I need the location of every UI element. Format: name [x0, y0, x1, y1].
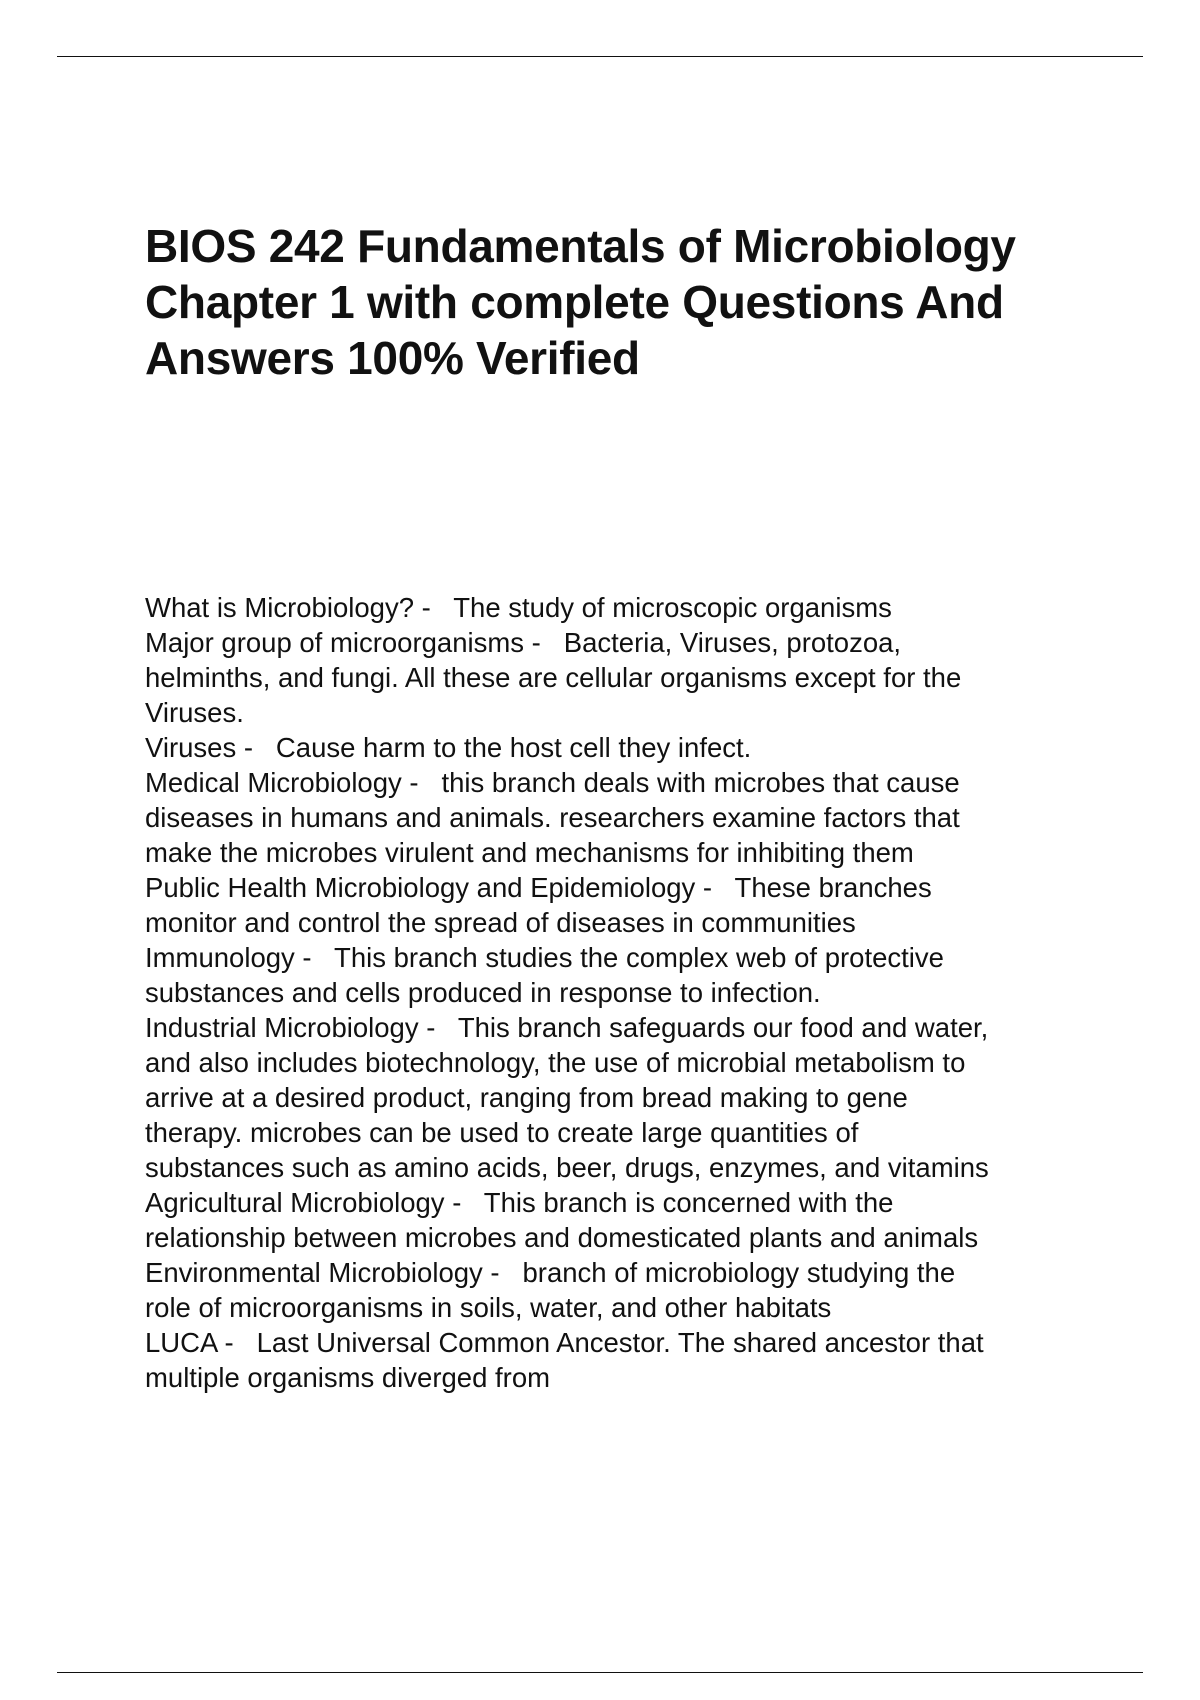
qa-line — [145, 1325, 1145, 1360]
qa-term: Viruses - — [145, 732, 253, 763]
qa-answer-continued: substances such as amino acids, beer, drugs, enzymes, and vitamins — [145, 1152, 989, 1183]
qa-line — [145, 1010, 1145, 1045]
qa-answer: this branch deals with microbes that cause — [441, 767, 960, 798]
qa-answer-continued: monitor and control the spread of diseases in communities — [145, 907, 856, 938]
qa-term: Medical Microbiology - — [145, 767, 419, 798]
qa-answer-continued: make the microbes virulent and mechanisms for inhibiting them — [145, 837, 914, 868]
qa-term: Environmental Microbiology - — [145, 1257, 500, 1288]
qa-answer-continued: helminths, and fungi. All these are cellular organisms except for the — [145, 662, 962, 693]
qa-answer: Cause harm to the host cell they infect. — [275, 732, 752, 763]
qa-answer: Last Universal Common Ancestor. The shared ancestor that — [256, 1327, 984, 1358]
qa-entry — [145, 625, 1145, 730]
qa-term: Agricultural Microbiology - — [145, 1187, 462, 1218]
qa-answer-continued: multiple organisms diverged from — [145, 1362, 551, 1393]
qa-answer: This branch safeguards our food and water, — [457, 1012, 989, 1043]
qa-answer: This branch is concerned with the — [483, 1187, 894, 1218]
qa-term: LUCA - — [145, 1327, 234, 1358]
title-line: Chapter 1 with complete Questions And — [145, 276, 1004, 328]
qa-answer-continued: diseases in humans and animals. researchers examine factors that — [145, 802, 960, 833]
qa-term: Industrial Microbiology - — [145, 1012, 436, 1043]
qa-answer-continued: arrive at a desired product, ranging from bread making to gene — [145, 1082, 908, 1113]
qa-line — [145, 590, 1145, 625]
qa-entry — [145, 940, 1145, 1010]
qa-answer-continued: role of microorganisms in soils, water, and other habitats — [145, 1292, 832, 1323]
qa-entry — [145, 1325, 1145, 1395]
qa-line — [145, 1185, 1145, 1220]
qa-entry — [145, 870, 1145, 940]
qa-answer-continued: therapy. microbes can be used to create large quantities of — [145, 1117, 859, 1148]
bottom-rule — [57, 1672, 1143, 1673]
qa-list — [145, 590, 1145, 1395]
qa-answer-continued: substances and cells produced in response to infection. — [145, 977, 821, 1008]
qa-line — [145, 870, 1145, 905]
qa-term: Immunology - — [145, 942, 312, 973]
qa-answer-continued: Viruses. — [145, 697, 244, 728]
qa-line — [145, 765, 1145, 800]
qa-line — [145, 625, 1145, 660]
qa-entry — [145, 590, 1145, 625]
qa-entry — [145, 730, 1145, 765]
title-line: Answers 100% Verified — [145, 332, 640, 384]
top-rule — [57, 56, 1143, 57]
title-line: BIOS 242 Fundamentals of Microbiology — [145, 220, 1016, 272]
qa-answer: These branches — [734, 872, 932, 903]
qa-line — [145, 940, 1145, 975]
qa-answer-continued: relationship between microbes and domesticated plants and animals — [145, 1222, 979, 1253]
qa-entry — [145, 765, 1145, 870]
document-title — [145, 218, 1145, 386]
qa-entry — [145, 1255, 1145, 1325]
qa-entry — [145, 1185, 1145, 1255]
qa-answer: This branch studies the complex web of protective — [334, 942, 944, 973]
qa-answer: The study of microscopic organisms — [453, 592, 892, 623]
qa-term: What is Microbiology? - — [145, 592, 431, 623]
qa-entry — [145, 1010, 1145, 1185]
qa-answer: Bacteria, Viruses, protozoa, — [563, 627, 902, 658]
qa-line — [145, 1255, 1145, 1290]
qa-term: Public Health Microbiology and Epidemiology - — [145, 872, 713, 903]
qa-term: Major group of microorganisms - — [145, 627, 541, 658]
qa-line — [145, 730, 1145, 765]
qa-answer: branch of microbiology studying the — [522, 1257, 956, 1288]
qa-answer-continued: and also includes biotechnology, the use of microbial metabolism to — [145, 1047, 966, 1078]
